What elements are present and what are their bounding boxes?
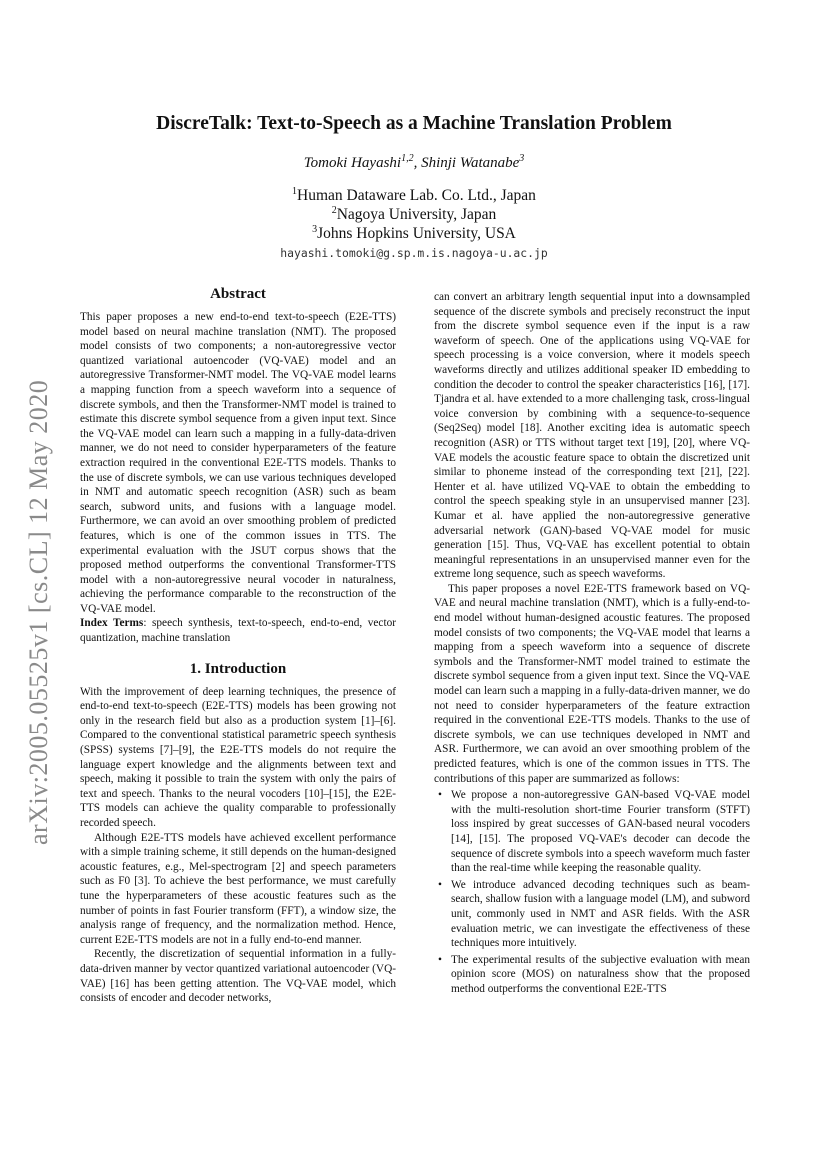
intro-paragraph: With the improvement of deep learning techniques, the presence of end-to-end text-to-speech (E2E-TTS) models has been growing not only in the research field but also as a production system [1]–[6]. Compared to the conventional statistical parametric speech synthesis (SPSS) systems [7]–[9], the E2E-TTS models do not require the language expert knowledge and the alignments between text and speech, making it possible to train the system with only the pairs of text and speech. Thanks to the neural vocoders [10]–[15], the E2E-TTS models can achieve the quality comparable to professionally recorded speech. [80,685,396,829]
intro-paragraph: This paper proposes a novel E2E-TTS framework based on VQ-VAE and neural machine translation (NMT), which is a fully-end-to-end model without human-designed acoustic features. The proposed model consists of two components; the VQ-VAE model that learns a mapping from a speech waveform into a sequence of discrete symbols and the Transformer-NMT model trained to estimate the discrete symbol sequence from a given input text. Since the VQ-VAE model can learn such a mapping in a fully-data-driven manner, we do not need to consider hyperparameters of the feature extraction required in the conventional E2E-TTS models. Thanks to the use of discrete symbols, we can use techniques developed in NMT and ASR. Furthermore, we can avoid an over smoothing problem of the predicted features, which is one of the common issues in TTS. The contributions of this paper are summarized as follows: [434,582,750,785]
intro-paragraph: can convert an arbitrary length sequential input into a downsampled sequence of the discrete symbols and precisely reconstruct the input from the discrete symbol sequence even if the input is a raw waveform of speech. One of the applications using VQ-VAE for speech processing is a voice conversion, where it models speech waveforms directly and utilizes additional speaker ID embedding to condition the decoder to control the speaker characteristics [16], [17]. Tjandra et al. have extended to a more challenging task, cross-lingual voice conversion by combining with a sequence-to-sequence (Seq2Seq) model [18]. Another exciting idea is automatic speech recognition (ASR) or TTS without target text [19], [20], where VQ-VAE models the acoustic feature space to obtain the discretized unit similar to phoneme instead of the corresponding text [21], [22]. Henter et al. have utilized VQ-VAE to obtain the embedding to control the speech speaking style in an unsupervised manner [23]. Kumar et al. have applied the non-autoregressive generative adversarial network (GAN)-based VQ-VAE model for music generation [15]. Thus, VQ-VAE has excellent potential to obtain meaningful representations in an unsupervised manner even for the extreme long sequence, such as speech waveforms. [434,291,750,581]
affiliation-line [0,186,828,205]
right-column [434,290,750,999]
affiliation-text: Nagoya University, Japan [336,206,497,224]
author-affiliation-marker: 3 [519,153,525,164]
affiliation-text: Human Dataware Lab. Co. Ltd., Japan [297,187,536,205]
index-terms [80,616,396,645]
affiliation-marker: 3 [312,224,318,235]
affiliation-line [0,205,828,224]
contributions-list [434,788,750,996]
affiliation-line [0,224,828,243]
list-item-text: We propose a non-autoregressive GAN-based VQ-VAE model with the multi-resolution short-time Fourier transform (STFT) loss inspired by great successes of GAN-based neural vocoders [14], [15]. The proposed VQ-VAE's decoder can decode the sequence of discrete symbols into a speech waveform much faster than the real-time while keeping the reasonable quality. [451,789,750,875]
author-affiliation-marker: 1,2 [401,153,414,164]
affiliation-text: Johns Hopkins University, USA [317,225,516,243]
index-terms-text: : speech synthesis, text-to-speech, end-to-end, vector quantization, machine translation [80,617,396,645]
abstract-heading: Abstract [210,286,266,302]
bullet-icon: • [438,953,442,966]
bullet-icon: • [438,878,442,891]
affiliation-marker: 1 [292,186,298,197]
list-item-text: The experimental results of the subjective evaluation with mean opinion score (MOS) on naturalness show that the proposed method outperforms the conventional E2E-TTS [451,953,750,995]
affiliation-marker: 2 [331,205,337,216]
arxiv-identifier-stamp: arXiv:2005.05525v1 [cs.CL] 12 May 2020 [24,379,53,845]
author-separator: , [413,155,422,171]
list-item [434,878,750,951]
bullet-icon: • [438,789,442,802]
author-email[interactable]: hayashi.tomoki@g.sp.m.is.nagoya-u.ac.jp [280,246,548,260]
introduction-heading: 1. Introduction [189,660,287,677]
index-terms-label: Index Terms [80,617,144,630]
intro-paragraph: Although E2E-TTS models have achieved excellent performance with a simple training scheme, it still depends on the human-designed acoustic features, e.g., Mel-spectrogram [2] and speech parameters such as F0 [3]. To achieve the best performance, we must carefully tune the hyperparameters of these acoustic features such as the number of points in fast Fourier transform (FFT), a window size, the analysis range of frequency, and the normalization method. Hence, current E2E-TTS models are not in a fully end-to-end manner. [80,831,396,946]
list-item-text: We introduce advanced decoding techniques such as beam-search, shallow fusion with a language model (LM), and subword unit, commonly used in NMT and ASR fields. With the ASR evaluation metric, we can investigate the effectiveness of these techniques more intuitively. [451,878,750,950]
paper-title: DiscreTalk: Text-to-Speech as a Machine Translation Problem [156,113,672,134]
list-item [434,788,750,876]
abstract-body: This paper proposes a new end-to-end text-to-speech (E2E-TTS) model based on neural machine translation (NMT). The proposed model consists of two components; a non-autoregressive vector quantized variational autoencoder (VQ-VAE) model and an autoregressive Transformer-NMT model. The VQ-VAE model learns a mapping function from a speech waveform into a sequence of discrete symbols, and then the Transformer-NMT model is trained to estimate this discrete symbol sequence from a given input text. Since the VQ-VAE model can learn such a mapping in a fully-data-driven manner, we do not need to consider hyperparameters of the feature extraction required in the conventional E2E-TTS models. Thanks to the use of discrete symbols, we can use various techniques developed in NMT and automatic speech recognition (ASR) such as beam search, subword units, and fusions with a language model. Furthermore, we can avoid an over smoothing problem of predicted features, which is one of the common issues in TTS. The experimental evaluation with the JSUT corpus shows that the proposed method outperforms the conventional Transformer-TTS model with a non-autoregressive neural vocoder in naturalness, achieving the performance comparable to the reconstruction of the VQ-VAE model. [80,311,396,615]
author-line [0,153,828,172]
left-column [80,285,396,1006]
author-name: Shinji Watanabe [421,155,520,171]
author-name: Tomoki Hayashi [303,155,402,171]
intro-paragraph: Recently, the discretization of sequential information in a fully-data-driven manner by vector quantized variational autoencoder (VQ-VAE) [16] has been getting attention. The VQ-VAE model, which consists of encoder and decoder networks, [80,948,396,1005]
list-item [434,953,750,997]
